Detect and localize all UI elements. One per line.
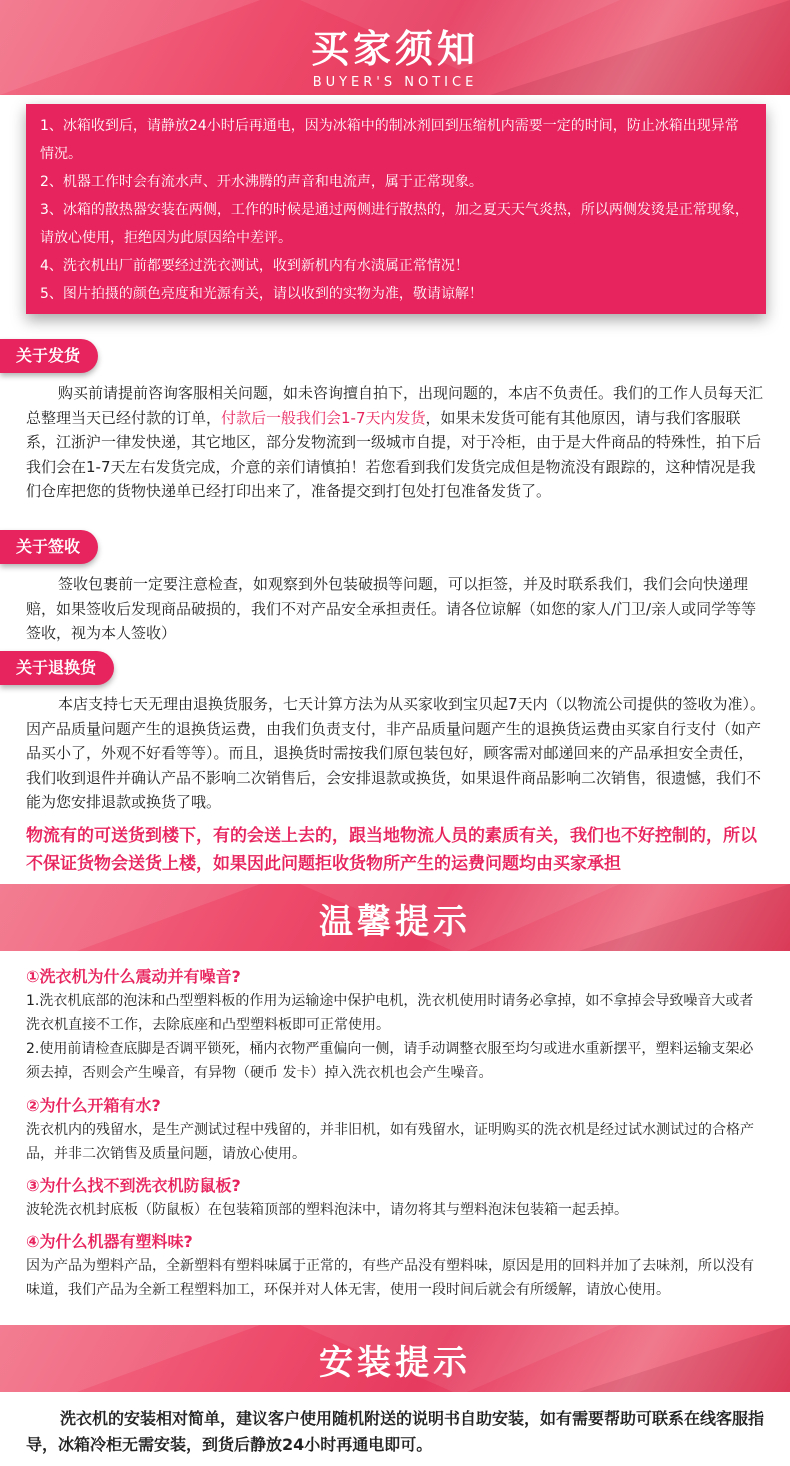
install-banner: [0, 1325, 790, 1392]
buyer-notice-title: 买家须知: [310, 27, 479, 71]
answer-line: 因为产品为塑料产品，全新塑料有塑料味属于正常的，有些产品没有塑料味，原因是用的回料并加了去味剂，所以没有味道，我们产品为全新工程塑料加工，环保并对人体无害，使用一段时间后就会有所缓解，请放心使用。: [26, 1258, 754, 1298]
signing-paragraph: 签收包裹前一定要注意检查，如观察到外包装破损等问题，可以拒签，并及时联系我们，我们会向快递理赔，如果签收后发现商品破损的，我们不对产品安全承担责任。请各位谅解（如您的家人/门卫/亲人或同学等等签收，视为本人签收）: [26, 575, 757, 642]
install-title: 安装提示: [319, 1343, 471, 1383]
question-title: ②为什么开箱有水?: [26, 1096, 161, 1115]
logistics-notice: 物流有的可送货到楼下，有的会送上去的，跟当地物流人员的素质有关，我们也不好控制的，所以不保证货物会送货上楼，如果因此问题拒收货物所产生的运费问题均由买家承担: [26, 826, 757, 874]
buyer-notice-subtitle: BUYER'S NOTICE: [312, 75, 478, 90]
returns-section-tag: 关于退换货: [0, 651, 114, 685]
buyer-notice-banner: [0, 0, 790, 95]
install-paragraph: 洗衣机的安装相对简单，建议客户使用随机附送的说明书自助安装，如有需要帮助可联系在线客服指导，冰箱冷柜无需安装，到货后静放24小时再通电即可。: [26, 1409, 765, 1454]
shipping-text-after: ，如果未发货可能有其他原因，请与我们客服联系，江浙沪一律发快递，其它地区，部分发物流到一级城市自提，对于冷柜，由于是大件商品的特殊性，拍下后我们会在1-7天左右发货完成，介意的亲们请慎拍！若您看到我们发货完成但是物流没有跟踪的，这种情况是我们仓库把您的货物快递单已经打印出来了，准备提交到打包处打包准备发货了。: [26, 408, 762, 500]
question-title: ③为什么找不到洗衣机防鼠板?: [26, 1176, 241, 1195]
tips-banner: [0, 884, 790, 951]
notice-item: 2、机器工作时会有流水声、开水沸腾的声音和电流声，属于正常现象。: [40, 174, 483, 190]
notice-item: 4、洗衣机出厂前都要经过洗衣测试，收到新机内有水渍属正常情况！: [40, 258, 469, 274]
shipping-section-tag: 关于发货: [0, 339, 98, 373]
answer-line: 波轮洗衣机封底板（防鼠板）在包装箱顶部的塑料泡沫中，请勿将其与塑料泡沫包装箱一起丢掉。: [26, 1202, 628, 1218]
question-body: [26, 1254, 766, 1302]
tips-title: 温馨提示: [319, 902, 471, 942]
question-body: [26, 1198, 766, 1222]
notice-item: 3、冰箱的散热器安装在两侧，工作的时候是通过两侧进行散热的，加之夏天天气炎热，所以两侧发烫是正常现象，请放心使用，拒绝因为此原因给中差评。: [40, 202, 749, 246]
answer-line: 洗衣机内的残留水，是生产测试过程中残留的，并非旧机，如有残留水，证明购买的洗衣机是经过试水测试过的合格产品，并非二次销售及质量问题，请放心使用。: [26, 1122, 754, 1162]
answer-line: 1.洗衣机底部的泡沫和凸型塑料板的作用为运输途中保护电机，洗衣机使用时请务必拿掉，如不拿掉会导致噪音大或者洗衣机直接不工作，去除底座和凸型塑料板即可正常使用。: [26, 993, 754, 1033]
question-body: [26, 989, 766, 1085]
question-title: ④为什么机器有塑料味?: [26, 1232, 193, 1251]
shipping-highlight: 付款后一般我们会1-7天内发货: [221, 408, 426, 427]
shipping-text-before: 购买前请提前咨询客服相关问题，如未咨询擅自拍下，出现问题的，本店不负责任。我们的工作人员每天汇总整理当天已经付款的订单，: [26, 384, 764, 427]
question-title: ①洗衣机为什么震动并有噪音?: [26, 967, 241, 986]
notice-item: 5、图片拍摄的颜色亮度和光源有关，请以收到的实物为准，敬请谅解！: [40, 286, 483, 302]
buyer-notice-box: [26, 104, 766, 314]
answer-line: 2.使用前请检查底脚是否调平锁死，桶内衣物严重偏向一侧，请手动调整衣服至均匀或进水重新摆平，塑料运输支架必须去掉，否则会产生噪音，有异物（硬币 发卡）掉入洗衣机也会产生噪音。: [26, 1041, 754, 1081]
notice-item: 1、冰箱收到后，请静放24小时后再通电，因为冰箱中的制冰剂回到压缩机内需要一定的时间，防止冰箱出现异常情况。: [40, 118, 739, 162]
returns-paragraph: 本店支持七天无理由退换货服务，七天计算方法为从买家收到宝贝起7天内（以物流公司提供的签收为准）。因产品质量问题产生的退换货运费，由我们负责支付，非产品质量问题产生的退换货运费由买家自行支付（如产品买小了，外观不好看等等）。而且，退换货时需按我们原包装包好，顾客需对邮递回来的产品承担安全责任，我们收到退件并确认产品不影响二次销售后，会安排退款或换货，如果退件商品影响二次销售，很遗憾，我们不能为您安排退款或换货了哦。: [26, 695, 766, 811]
shipping-paragraph: [26, 381, 766, 504]
signing-section-tag: 关于签收: [0, 530, 98, 564]
question-body: [26, 1118, 766, 1166]
